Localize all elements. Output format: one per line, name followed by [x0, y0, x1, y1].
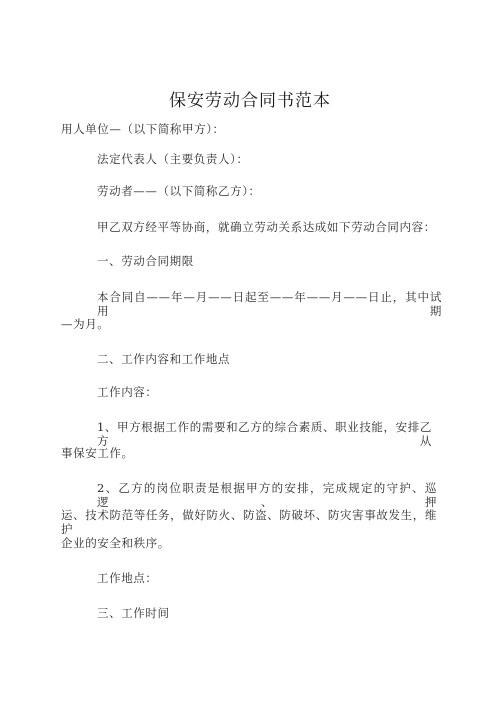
- document-title: 保安劳动合同书范本: [169, 91, 331, 111]
- work-item-2-line-3: 企业的安全和秩序。: [61, 536, 170, 550]
- section-heading-term: 一、劳动合同期限: [97, 254, 194, 268]
- section-heading-work: 二、工作内容和工作地点: [97, 352, 231, 366]
- work-content-label: 工作内容：: [97, 385, 158, 399]
- work-item-1-line-1: 1、甲方根据工作的需要和乙方的综合素质、职业技能，安排乙方从: [97, 420, 432, 448]
- work-item-1-line-2: 事保安工作。: [61, 446, 134, 460]
- section-heading-hours: 三、工作时间: [97, 606, 170, 620]
- employer-line: 用人单位—（以下简称甲方）：: [61, 122, 225, 136]
- term-paragraph-line-2: —为月。: [61, 317, 110, 331]
- agreement-intro: 甲乙双方经平等协商，就确立劳动关系达成如下劳动合同内容：: [97, 220, 436, 234]
- work-location-label: 工作地点：: [97, 571, 158, 585]
- work-item-2-line-2: 运、技术防范等任务，做好防火、防盗、防破坏、防灾害事故发生，维护: [61, 508, 437, 536]
- work-item-2-line-1: 2、乙方的岗位职责是根据甲方的安排，完成规定的守护、巡逻、押: [97, 481, 437, 509]
- legal-rep-line: 法定代表人（主要负责人）：: [97, 152, 249, 166]
- term-paragraph-line-1: 本合同自——年—月——日起至——年——月——日止，其中试用期: [97, 290, 442, 318]
- employee-line: 劳动者——（以下简称乙方）：: [97, 184, 261, 198]
